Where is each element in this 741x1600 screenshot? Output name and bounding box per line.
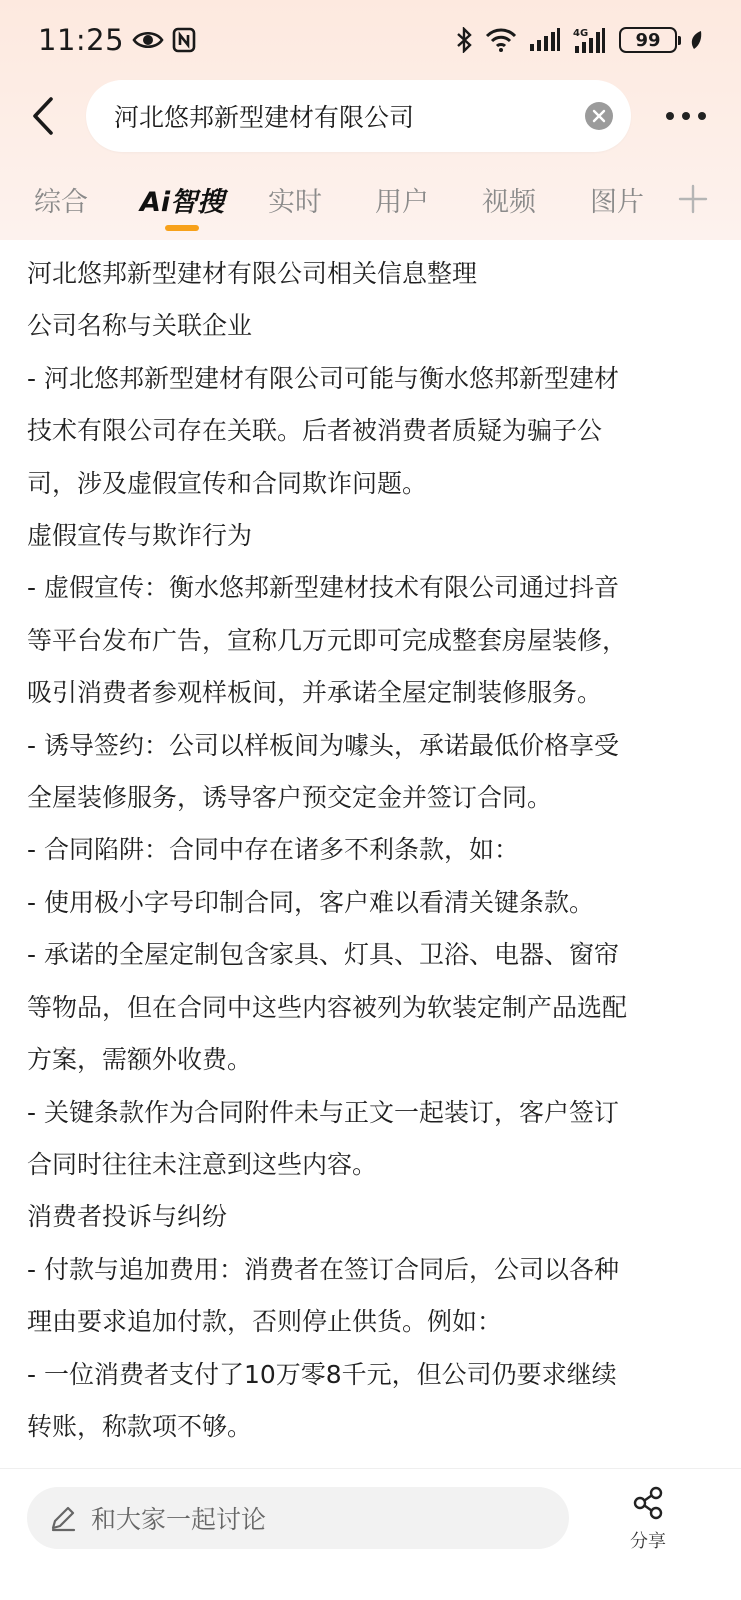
tab-label: 综合: [34, 187, 88, 218]
share-label: 分享: [630, 1531, 666, 1552]
content-line: - 诱导签约：公司以样板间为噱头，承诺最低价格享受: [27, 730, 619, 760]
search-input[interactable]: [86, 80, 631, 152]
content-line: 转账，称款项不够。: [27, 1411, 253, 1441]
signal-4g-icon: [573, 26, 607, 54]
content-line: 技术有限公司存在关联。后者被消费者质疑为骗子公: [27, 416, 603, 446]
content-line: - 承诺的全屋定制包含家具、灯具、卫浴、电器、窗帘: [27, 940, 619, 970]
eye-icon: [132, 29, 164, 51]
tab-ai-search[interactable]: [140, 168, 224, 240]
bottom-bar: [0, 1468, 741, 1600]
content-line: - 一位消费者支付了10万零8千元，但公司仍要求继续: [27, 1359, 617, 1389]
tab-label: 实时: [268, 187, 322, 218]
more-icon-dot: [698, 112, 706, 120]
content-line: 河北悠邦新型建材有限公司相关信息整理: [27, 259, 478, 288]
content-line: 方案，需额外收费。: [27, 1045, 253, 1075]
search-query: 河北悠邦新型建材有限公司: [114, 103, 415, 132]
search-header: [0, 80, 741, 152]
content-line: - 关键条款作为合同附件未与正文一起装订，客户签订: [27, 1097, 619, 1127]
content-line: - 合同陷阱：合同中存在诸多不利条款，如：: [27, 835, 519, 865]
comment-placeholder: 和大家一起讨论: [91, 1505, 267, 1534]
content-line: 公司名称与关联企业: [27, 311, 253, 341]
more-icon: [666, 112, 674, 120]
clear-icon: [592, 109, 606, 123]
content-line: - 虚假宣传：衡水悠邦新型建材技术有限公司通过抖音: [27, 573, 619, 603]
status-left: [38, 23, 196, 57]
svg-text:4G: 4G: [573, 28, 589, 39]
ai-answer-content: [27, 248, 717, 1453]
search-tabs: [0, 168, 741, 240]
comment-input[interactable]: [27, 1487, 569, 1549]
pencil-icon: [49, 1504, 77, 1532]
tab-images[interactable]: [590, 168, 644, 240]
battery-icon: [619, 27, 677, 53]
content-line: 理由要求追加付款，否则停止供货。例如：: [27, 1307, 503, 1337]
content-line: - 河北悠邦新型建材有限公司可能与衡水悠邦新型建材: [27, 363, 619, 393]
tab-videos[interactable]: [482, 168, 536, 240]
content-line: - 付款与追加费用：消费者在签订合同后，公司以各种: [27, 1254, 619, 1284]
signal-icon: [529, 28, 561, 52]
bluetooth-icon: [455, 27, 473, 53]
tab-realtime[interactable]: [268, 168, 322, 240]
share-icon: [630, 1485, 666, 1521]
content-line: - 使用极小字号印制合同，客户难以看清关键条款。: [27, 887, 594, 917]
more-button[interactable]: [631, 80, 741, 152]
tab-label: 视频: [482, 187, 536, 218]
share-button[interactable]: [618, 1485, 678, 1565]
tab-comprehensive[interactable]: [34, 168, 88, 240]
content-line: 全屋装修服务，诱导客户预交定金并签订合同。: [27, 783, 553, 813]
leaf-icon: [689, 29, 703, 51]
clear-button[interactable]: [585, 102, 613, 130]
status-time: 11:25: [38, 23, 125, 57]
wifi-icon: [485, 27, 517, 53]
add-tab-icon[interactable]: [678, 184, 708, 214]
tab-label: 图片: [590, 187, 644, 218]
content-line: 吸引消费者参观样板间，并承诺全屋定制装修服务。: [27, 678, 603, 708]
status-right: [455, 26, 703, 54]
tab-users[interactable]: [375, 168, 429, 240]
more-icon-dot: [682, 112, 690, 120]
content-line: 合同时往往未注意到这些内容。: [27, 1149, 378, 1179]
back-arrow-icon: [29, 96, 57, 136]
content-line: 等平台发布广告，宣称几万元即可完成整套房屋装修，: [27, 625, 628, 655]
nfc-icon: [172, 27, 196, 53]
battery-level: 99: [635, 29, 661, 51]
tab-label: Ai智搜: [140, 187, 225, 218]
back-button[interactable]: [0, 80, 86, 152]
content-line: 等物品，但在合同中这些内容被列为软装定制产品选配: [27, 992, 628, 1022]
content-line: 虚假宣传与欺诈行为: [27, 521, 253, 551]
active-tab-indicator: [165, 225, 199, 231]
status-bar: [0, 0, 741, 80]
content-line: 消费者投诉与纠纷: [27, 1202, 228, 1232]
tab-label: 用户: [375, 187, 429, 218]
content-line: 司，涉及虚假宣传和合同欺诈问题。: [27, 468, 428, 498]
